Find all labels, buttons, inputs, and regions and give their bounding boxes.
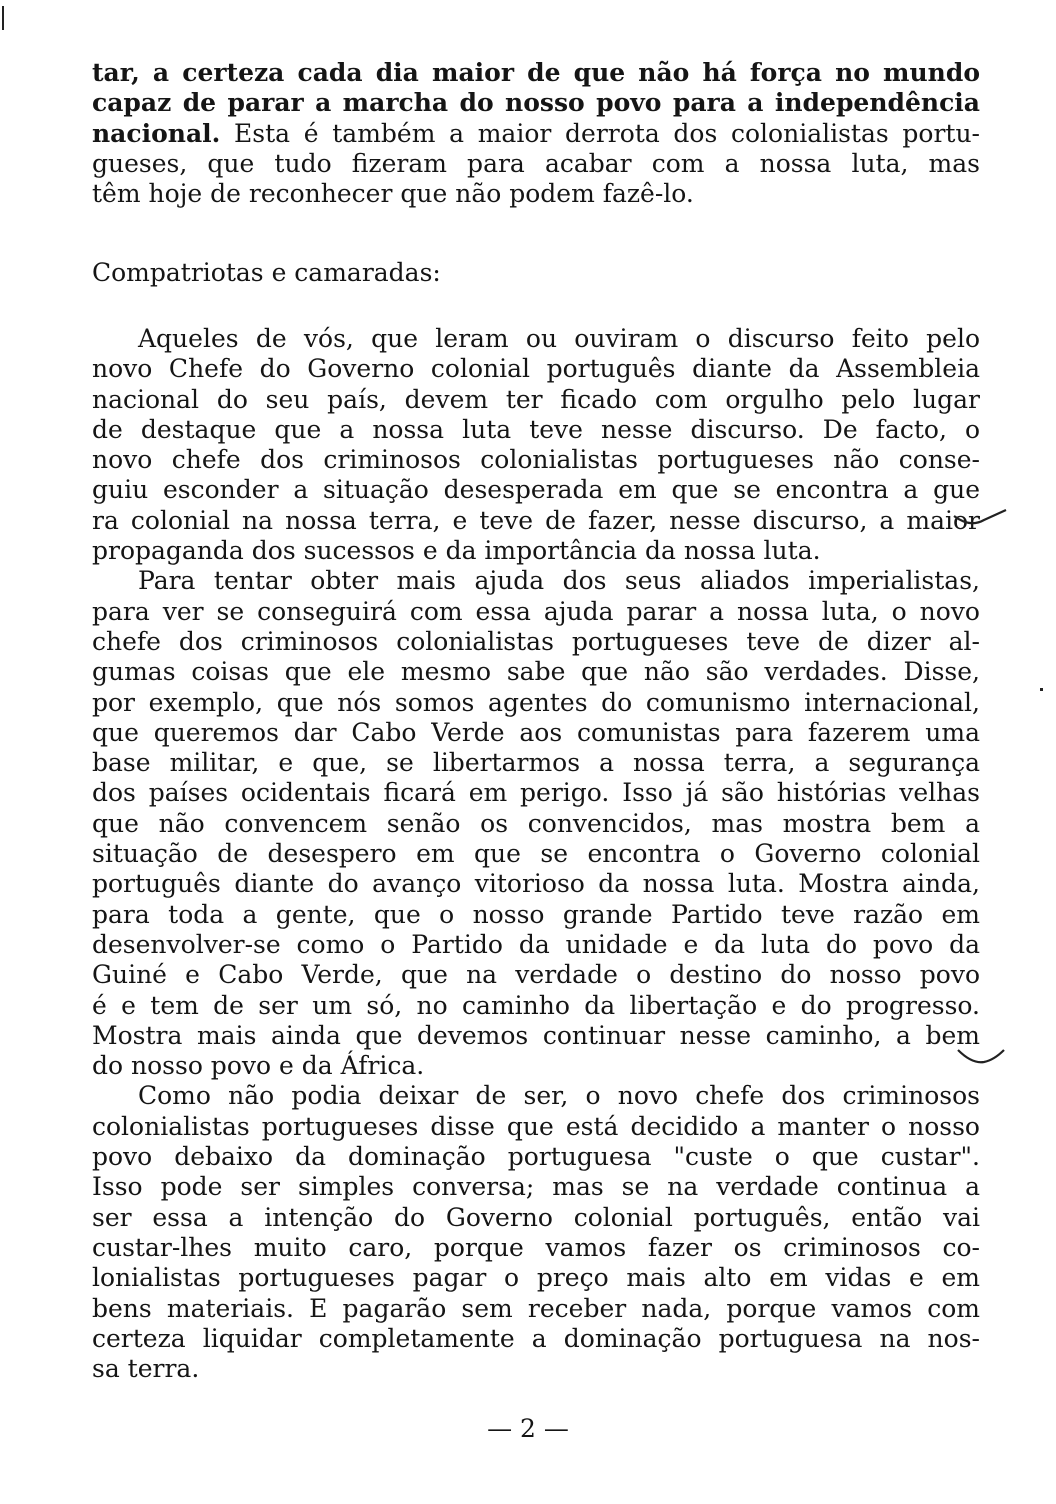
body-line: colonialistas portugueses disse que está decidido a manter o nosso <box>92 1111 980 1141</box>
body-line: sa terra. <box>92 1354 200 1384</box>
body-line: chefe dos criminosos colonialistas portugueses teve de dizer al- <box>92 626 980 656</box>
body-line: desenvolver-se como o Partido da unidade e da luta do povo da <box>92 929 980 959</box>
intro-line: nacional. Esta é também a maior derrota dos colonialistas portu- <box>92 118 980 148</box>
body-line: bens materiais. E pagarão sem receber nada, porque vamos com <box>92 1293 980 1323</box>
intro-paragraph <box>92 58 980 209</box>
body-line: Guiné e Cabo Verde, que na verdade o destino do nosso povo <box>92 960 980 990</box>
intro-line: capaz de parar a marcha do nosso povo para a independência <box>92 88 980 118</box>
body-line: base militar, e que, se libertarmos a nossa terra, a segurança <box>92 748 980 778</box>
body-line: certeza liquidar completamente a dominação portuguesa na nos- <box>92 1323 980 1353</box>
intro-line: tar, a certeza cada dia maior de que não há força no mundo <box>92 58 980 87</box>
body-line: Isso pode ser simples conversa; mas se na verdade continua a <box>92 1172 980 1202</box>
body-line: que queremos dar Cabo Verde aos comunistas para fazerem uma <box>92 717 980 747</box>
paragraph-first-line: Como não podia deixar de ser, o novo chefe dos criminosos <box>138 1081 980 1111</box>
paragraph-first-line: Para tentar obter mais ajuda dos seus aliados imperialistas, <box>138 566 980 596</box>
paragraph-first-line: Aqueles de vós, que leram ou ouviram o discurso feito pelo <box>138 324 980 353</box>
body-line: propaganda dos sucessos e da importância da nossa luta. <box>92 536 821 566</box>
body-line: português diante do avanço vitorioso da nossa luta. Mostra ainda, <box>92 869 980 899</box>
body-line: ra colonial na nossa terra, e teve de fazer, nesse discurso, a maior <box>92 505 980 535</box>
body-line: guiu esconder a situação desesperada em que se encontra a gue <box>92 475 980 505</box>
body-line: gumas coisas que ele mesmo sabe que não são verdades. Disse, <box>92 657 980 687</box>
scan-edge-mark <box>2 6 4 30</box>
handwritten-correction-mark <box>950 498 1010 532</box>
body-line: de destaque que a nossa luta teve nesse discurso. De facto, o <box>92 414 980 444</box>
body-line: nacional do seu país, devem ter ficado com orgulho pelo lugar <box>92 384 980 414</box>
body-line: é e tem de ser um só, no caminho da libertação e do progresso. <box>92 990 980 1020</box>
body-line: dos países ocidentais ficará em perigo. Isso já são histórias velhas <box>92 778 980 808</box>
body-line: do nosso povo e da África. <box>92 1051 425 1081</box>
body-line: situação de desespero em que se encontra o Governo colonial <box>92 839 980 869</box>
body-line: Mostra mais ainda que devemos continuar nesse caminho, a bem <box>92 1020 980 1050</box>
body-line: lonialistas portugueses pagar o preço mais alto em vidas e em <box>92 1263 980 1293</box>
body-line: povo debaixo da dominação portuguesa "custe o que custar". <box>92 1142 980 1172</box>
intro-line: gueses, que tudo fizeram para acabar com a nossa luta, mas <box>92 148 980 178</box>
intro-line: têm hoje de reconhecer que não podem fazê-lo. <box>92 179 694 209</box>
body-line: para toda a gente, que o nosso grande Partido teve razão em <box>92 899 980 929</box>
salutation: Compatriotas e camaradas: <box>92 258 441 287</box>
body-line: custar-lhes muito caro, porque vamos fazer os criminosos co- <box>92 1232 980 1262</box>
handwritten-correction-mark <box>952 1040 1008 1076</box>
scan-speck <box>1040 688 1043 691</box>
body-line: para ver se conseguirá com essa ajuda parar a nossa luta, o novo <box>92 596 980 626</box>
body-text <box>92 324 980 1384</box>
body-line: novo Chefe do Governo colonial português diante da Assembleia <box>92 354 980 384</box>
body-line: por exemplo, que nós somos agentes do comunismo internacional, <box>92 687 980 717</box>
page-number: — 2 — <box>487 1414 569 1443</box>
body-line: que não convencem senão os convencidos, mas mostra bem a <box>92 808 980 838</box>
body-line: novo chefe dos criminosos colonialistas portugueses não conse- <box>92 445 980 475</box>
body-line: ser essa a intenção do Governo colonial português, então vai <box>92 1202 980 1232</box>
